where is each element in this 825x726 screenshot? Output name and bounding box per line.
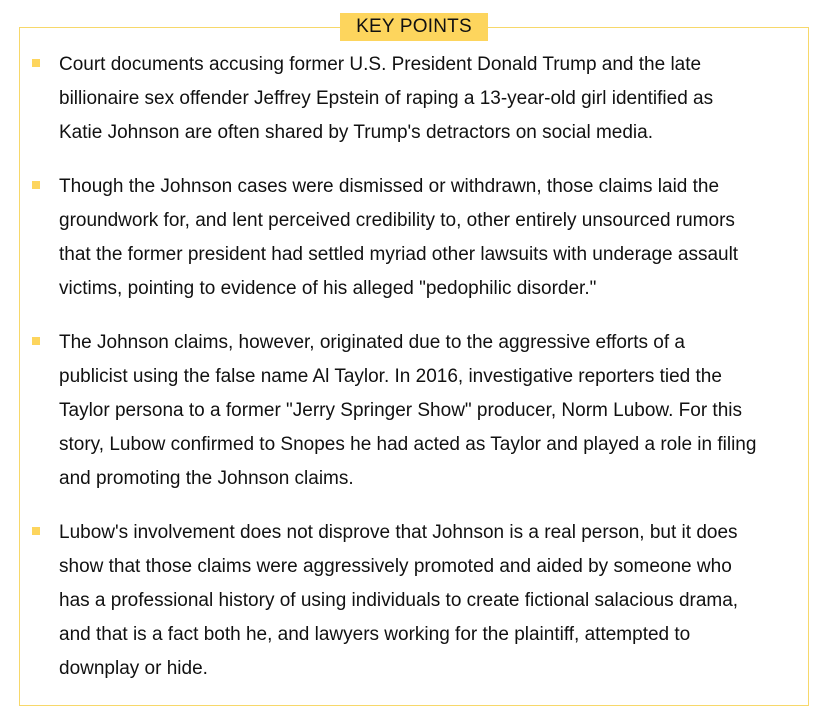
text-line: victims, pointing to evidence of his alleged "pedophilic disorder." [59, 278, 597, 299]
key-point-text [59, 48, 804, 150]
square-bullet-icon [32, 337, 40, 345]
square-bullet-icon [32, 59, 40, 67]
text-line: that the former president had settled myriad other lawsuits with underage assault [59, 244, 739, 265]
key-point-text [59, 170, 804, 306]
text-line: billionaire sex offender Jeffrey Epstein of raping a 13-year-old girl identified as [59, 88, 714, 109]
text-line: downplay or hide. [59, 658, 208, 679]
text-line: and that is a fact both he, and lawyers working for the plaintiff, attempted to [59, 624, 691, 645]
text-line: and promoting the Johnson claims. [59, 468, 354, 489]
text-line: show that those claims were aggressively promoted and aided by someone who [59, 556, 732, 577]
key-points-title: KEY POINTS [340, 13, 488, 41]
key-point-text [59, 326, 804, 496]
square-bullet-icon [32, 527, 40, 535]
text-line: Lubow's involvement does not disprove that Johnson is a real person, but it does [59, 522, 738, 543]
key-point-text [59, 516, 804, 686]
text-line: publicist using the false name Al Taylor. In 2016, investigative reporters tied the [59, 366, 722, 387]
text-line: Katie Johnson are often shared by Trump's detractors on social media. [59, 122, 654, 143]
text-line: story, Lubow confirmed to Snopes he had acted as Taylor and played a role in filing [59, 434, 757, 455]
text-line: groundwork for, and lent perceived credibility to, other entirely unsourced rumors [59, 210, 735, 231]
text-line: The Johnson claims, however, originated due to the aggressive efforts of a [59, 332, 685, 353]
text-line: Court documents accusing former U.S. President Donald Trump and the late [59, 54, 702, 75]
text-line: has a professional history of using individuals to create fictional salacious drama, [59, 590, 739, 611]
text-line: Though the Johnson cases were dismissed or withdrawn, those claims laid the [59, 176, 720, 197]
text-line: Taylor persona to a former "Jerry Springer Show" producer, Norm Lubow. For this [59, 400, 742, 421]
square-bullet-icon [32, 181, 40, 189]
